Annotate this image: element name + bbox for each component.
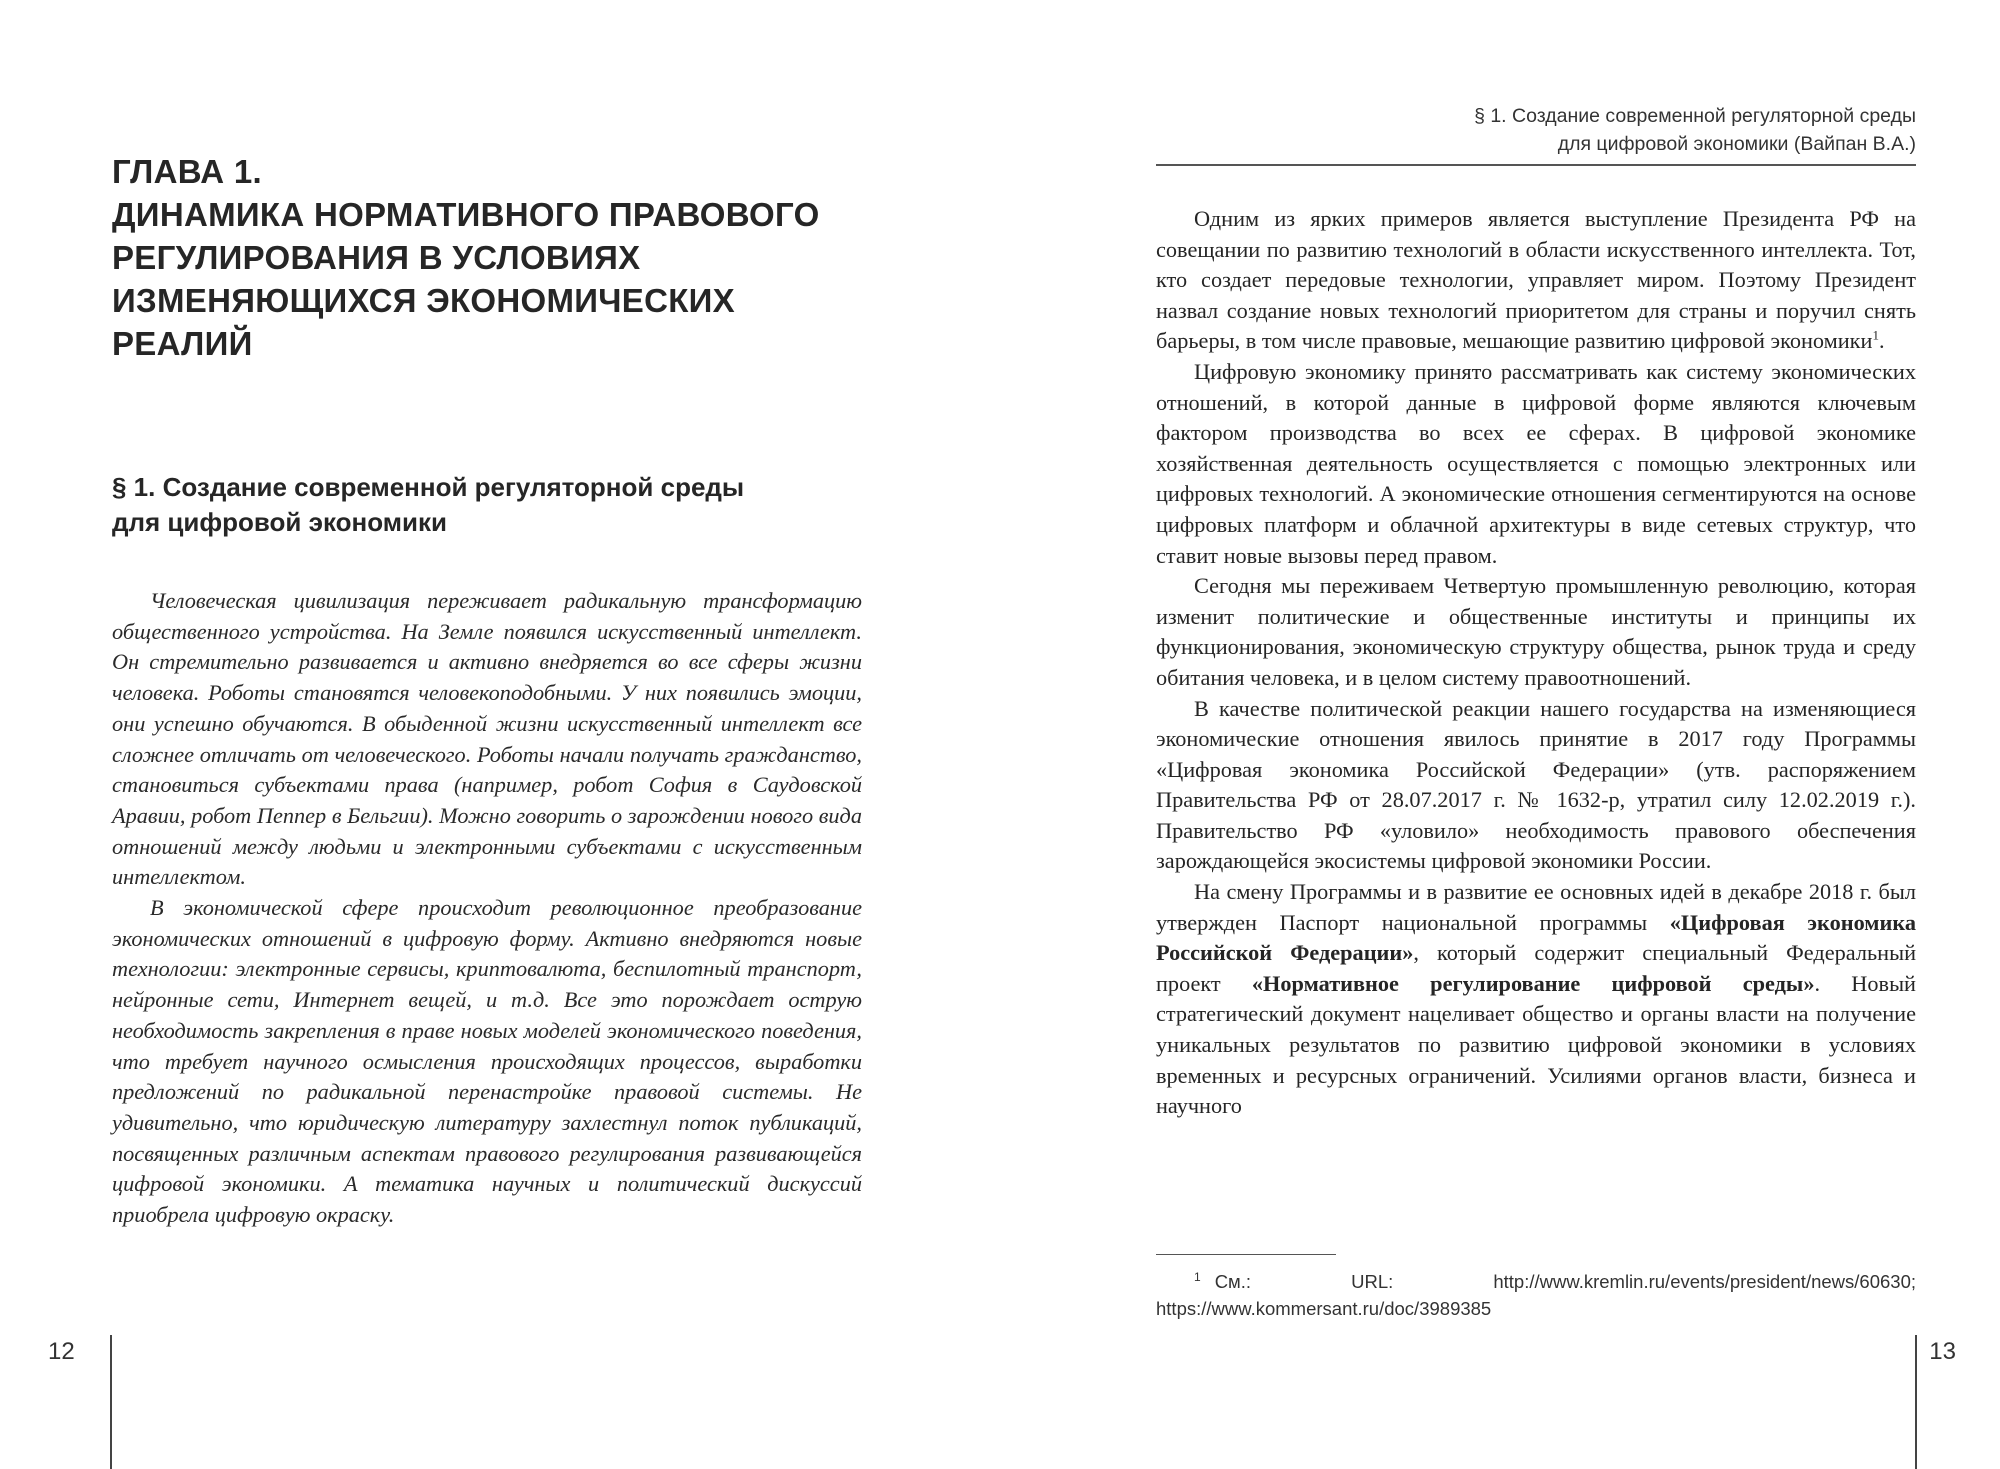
page-number: 12 <box>48 1338 75 1365</box>
paragraph-text: , который содержит специальный Федеральный проект <box>1156 940 1917 996</box>
section-title-line: § 1. Создание современной регуляторной среды <box>112 472 745 502</box>
paragraph-text: На смену Программы и в развитие ее основных идей в декабре 2018 г. был утвержден Паспорт национальной программы <box>1156 879 1916 935</box>
footnote <box>1156 1264 1916 1322</box>
paragraph-text: . Новый стратегический документ нацеливает общество и органы власти на получение уникальных результатов по развитию цифровой экономики в условиях временных и ресурсных ограничений. Усилиями органов власти, бизнеса и научного <box>1156 970 1916 1119</box>
chapter-title-line: РЕГУЛИРОВАНИЯ В УСЛОВИЯХ <box>112 239 641 276</box>
margin-rule <box>1915 1335 1917 1469</box>
footnote-text: См.: URL: http://www.kremlin.ru/events/president/news/60630; https://www.kommersant.ru/doc/3989385 <box>1156 1271 1916 1320</box>
header-rule <box>1156 164 1916 166</box>
section-title-line: для цифровой экономики <box>112 507 447 537</box>
body-paragraph: Цифровую экономику принято рассматривать как систему экономических отношений, в которой данные в цифровой форме являются ключевым фактором производства во всех ее сферах. В цифровой экономике хозяйственная деятельность осуществляется с помощью электронных или цифровых технологий. А экономические отношения сегментируются на основе цифровых платформ и облачной архитектуры в виде сетевых структур, что ставит новые вызовы перед правом. <box>1156 358 1916 568</box>
epigraph <box>112 586 862 1231</box>
chapter-title-line: ИЗМЕНЯЮЩИХСЯ ЭКОНОМИЧЕСКИХ <box>112 282 735 319</box>
running-header-line: для цифровой экономики (Вайпан В.А.) <box>1557 133 1916 155</box>
body-paragraph: В качестве политической реакции нашего государства на изменяющиеся экономические отношения явилось принятие в 2017 году Программы «Цифровая экономика Российской Федерации» (утв. распоряжением Правительства РФ от 28.07.2017 г. № 1632-р, утратил силу 12.02.2019 г.). Правительство РФ «уловило» необходимость правового обеспечения зарождающейся экосистемы цифровой экономики России. <box>1156 695 1916 874</box>
project-name: «Нормативное регулирование цифровой среды» <box>1251 970 1815 996</box>
chapter-title <box>112 150 832 365</box>
paragraph-text: Одним из ярких примеров является выступление Президента РФ на совещании по развитию технологий в области искусственного интеллекта. Тот, кто создает передовые технологии, управляет миром. Поэтому Президент назвал создание новых технологий приоритетом для страны и поручил снять барьеры, в том числе правовые, мешающие развитию цифровой экономики <box>1156 206 1916 354</box>
section-title <box>112 470 872 540</box>
body-paragraph <box>1156 877 1916 1122</box>
right-page <box>1000 0 2000 1469</box>
page-number: 13 <box>1929 1338 1956 1365</box>
body-text <box>1156 204 1916 1122</box>
footnote-ref[interactable]: 1 <box>1872 327 1879 343</box>
body-paragraph: Сегодня мы переживаем Четвертую промышленную революцию, которая изменит политические и общественные институты и принципы их функционирования, экономическую структуру общества, рынок труда и среду обитания человека, и в целом систему правоотношений. <box>1156 573 1916 690</box>
running-header <box>1216 102 1916 158</box>
body-paragraph <box>1156 204 1916 357</box>
running-header-line: § 1. Создание современной регуляторной среды <box>1474 105 1916 127</box>
footnote-marker: 1 <box>1194 1270 1201 1284</box>
epigraph-paragraph: Человеческая цивилизация переживает радикальную трансформацию общественного устройства. На Земле появился искусственный интеллект. Он стремительно развивается и активно внедряется во все сферы жизни человека. Роботы становятся человекоподобными. У них появились эмоции, они успешно обучаются. В обыденной жизни искусственный интеллект все сложнее отличать от человеческого. Роботы начали получать гражданство, становиться субъектами права (например, робот София в Саудовской Аравии, робот Пеппер в Бельгии). Можно говорить о зарождении нового вида отношений между людьми и электронными субъектами с искусственным интеллектом. <box>112 588 862 890</box>
footnote-rule <box>1156 1254 1336 1255</box>
chapter-title-line: ДИНАМИКА НОРМАТИВНОГО ПРАВОВОГО <box>112 196 820 233</box>
margin-rule <box>110 1335 112 1469</box>
epigraph-paragraph: В экономической сфере происходит революционное преобразование экономических отношений в цифровую форму. Активно внедряются новые технологии: электронные сервисы, криптовалюта, беспилотный транспорт, нейронные сети, Интернет вещей, и т.д. Все это порождает острую необходимость закрепления в праве новых моделей экономического поведения, что требует научного осмысления происходящих процессов, выработки предложений по радикальной перенастройке правовой системы. Не удивительно, что юридическую литературу захлестнул поток публикаций, посвященных различным аспектам правового регулирования развивающейся цифровой экономики. А тематика научных и политический дискуссий приобрела цифровую окраску. <box>112 895 862 1228</box>
program-name: «Цифровая экономика Российской Федерации» <box>1156 909 1916 966</box>
chapter-title-line: ГЛАВА 1. <box>112 153 262 190</box>
chapter-title-line: РЕАЛИЙ <box>112 325 253 362</box>
paragraph-end: . <box>1878 328 1885 354</box>
